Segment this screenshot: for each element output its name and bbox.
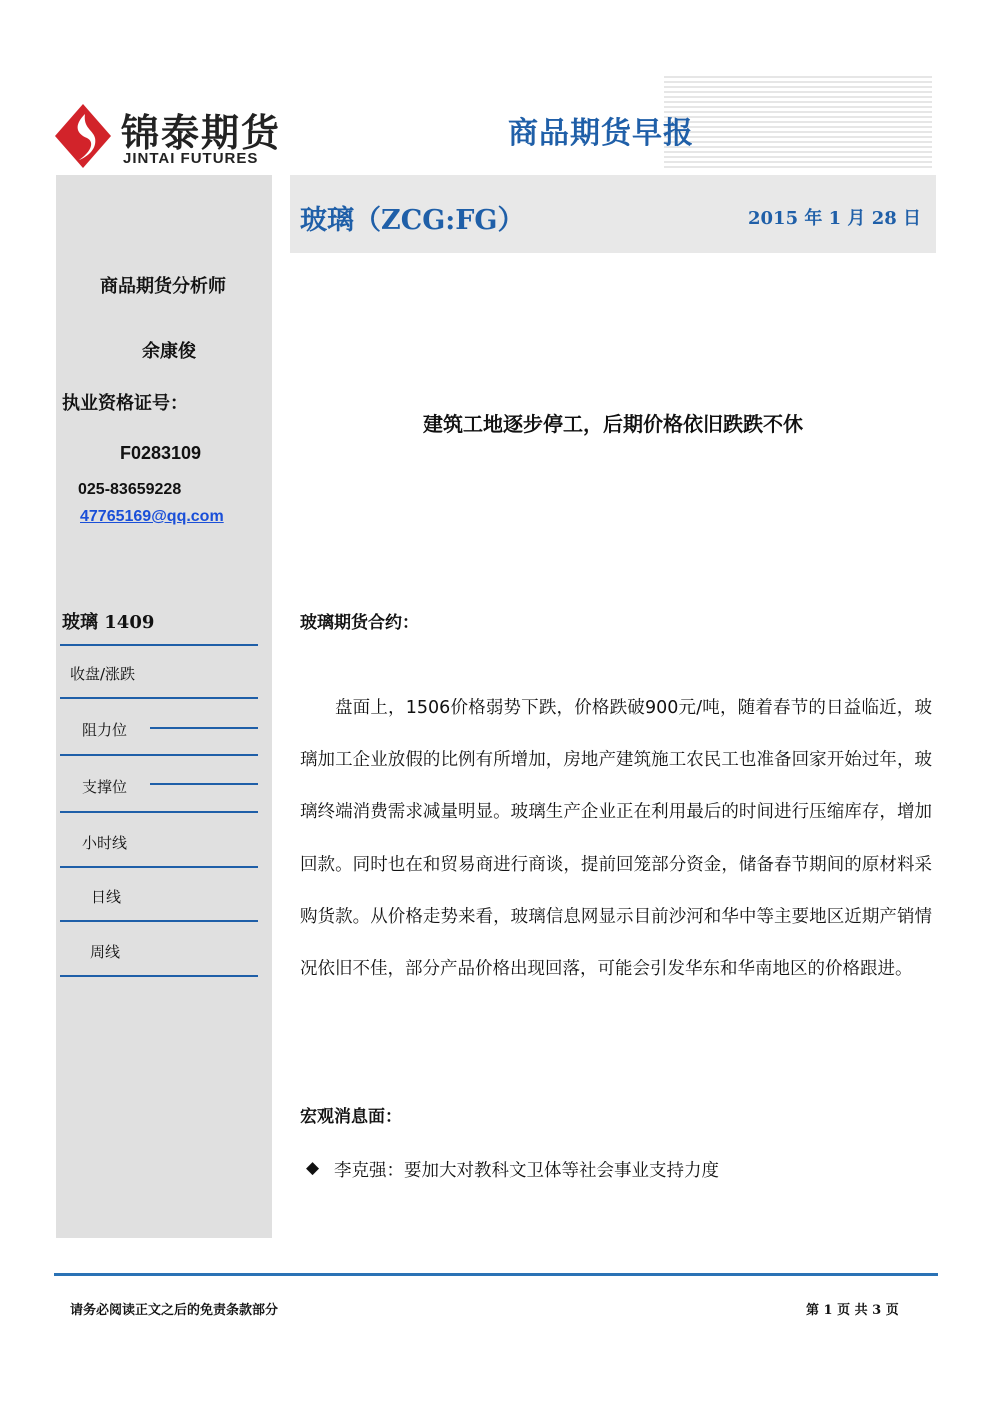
logo-english-name: JINTAI FUTURES bbox=[123, 150, 259, 167]
cert-label: 执业资格证号： bbox=[62, 393, 188, 414]
report-title: 商品期货早报 bbox=[508, 116, 694, 151]
metric-divider bbox=[60, 754, 258, 756]
footer-divider bbox=[54, 1273, 938, 1276]
headline: 建筑工地逐步停工，后期价格依旧跌跌不休 bbox=[423, 412, 803, 436]
sidebar bbox=[56, 175, 272, 1238]
analyst-name: 余康俊 bbox=[142, 341, 196, 362]
metric-label-support: 支撑位 bbox=[82, 778, 128, 796]
logo-chinese-name: 锦泰期货 bbox=[121, 110, 282, 155]
jintai-logo-icon bbox=[55, 104, 111, 168]
metric-divider bbox=[60, 697, 258, 699]
metric-divider bbox=[60, 644, 258, 646]
analyst-role: 商品期货分析师 bbox=[100, 276, 226, 297]
metric-label-hourly: 小时线 bbox=[82, 834, 128, 852]
product-title: 玻璃（ZCG:FG） bbox=[300, 205, 525, 236]
macro-news-item: 李克强：要加大对教科文卫体等社会事业支持力度 bbox=[334, 1161, 719, 1181]
phone-number: 025-83659228 bbox=[78, 481, 182, 498]
metric-label-close-change: 收盘/涨跌 bbox=[70, 665, 136, 683]
contract-code: 玻璃 1409 bbox=[62, 612, 155, 633]
metric-divider bbox=[60, 866, 258, 868]
metric-label-resistance: 阻力位 bbox=[82, 721, 128, 739]
metric-label-weekly: 周线 bbox=[90, 943, 121, 961]
diamond-bullet-icon: ◆ bbox=[306, 1158, 320, 1178]
metric-value-line bbox=[150, 783, 258, 785]
email-link[interactable]: 47765169@qq.com bbox=[80, 508, 224, 525]
page-number: 第 1 页 共 3 页 bbox=[806, 1303, 899, 1318]
metric-label-daily: 日线 bbox=[91, 888, 122, 906]
metric-divider bbox=[60, 811, 258, 813]
cert-number: F0283109 bbox=[120, 443, 202, 463]
report-date: 2015 年 1 月 28 日 bbox=[748, 208, 922, 229]
section-title-macro: 宏观消息面： bbox=[300, 1107, 402, 1127]
section-body-futures: 盘面上，1506价格弱势下跌，价格跌破900元/吨，随着春节的日益临近，玻璃加工企业放假的比例有所增加，房地产建筑施工农民工也准备回家开始过年，玻璃终端消费需求减量明显。玻璃生产企业正在利用最后的时间进行压缩库存，增加回款。同时也在和贸易商进行商谈，提前回笼部分资金，储备春节期间的原材料采购货款。从价格走势来看，玻璃信息网显示目前沙河和华中等主要地区近期产销情况依旧不佳，部分产品价格出现回落，可能会引发华东和华南地区的价格跟进。 bbox=[300, 698, 932, 980]
metric-divider bbox=[60, 975, 258, 977]
metric-divider bbox=[60, 920, 258, 922]
company-logo bbox=[55, 100, 285, 172]
header-stripes bbox=[664, 76, 932, 168]
metric-value-line bbox=[150, 727, 258, 729]
footer-disclaimer: 请务必阅读正文之后的免责条款部分 bbox=[70, 1303, 279, 1318]
section-title-futures: 玻璃期货合约： bbox=[300, 613, 419, 633]
